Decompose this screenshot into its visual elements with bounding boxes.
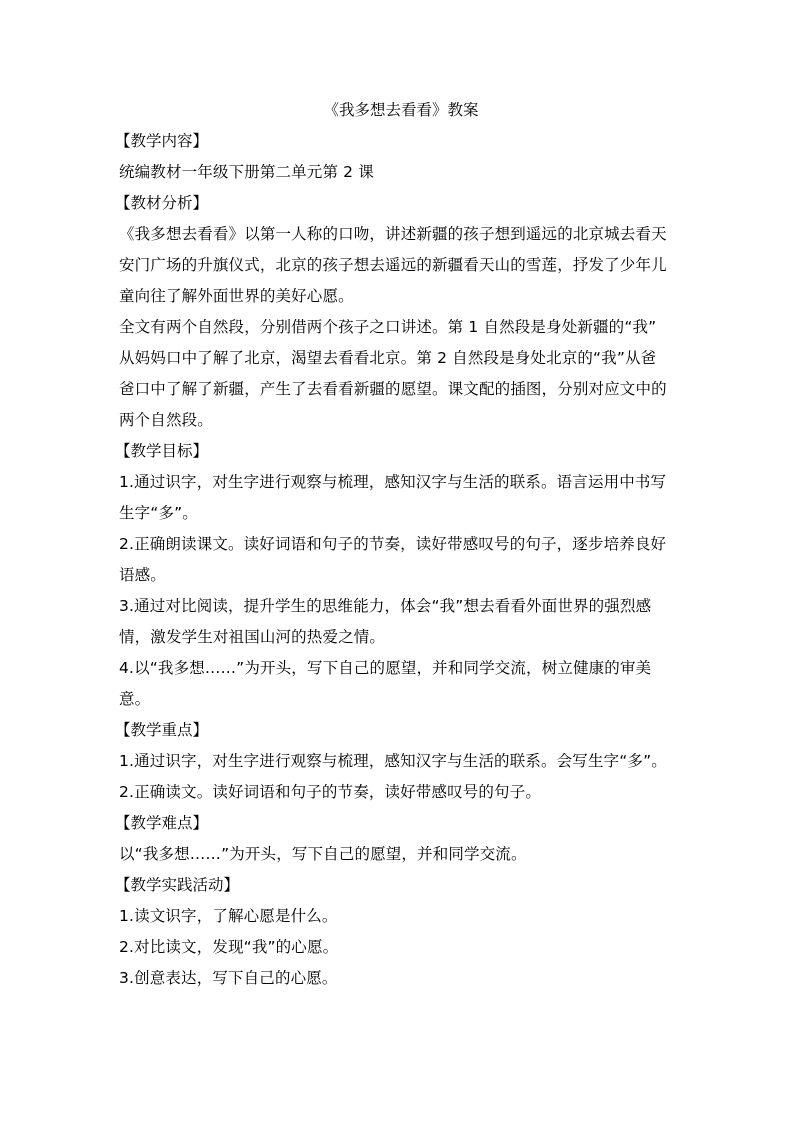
section-heading: 【教学难点】 (115, 814, 209, 832)
text-line: 2.对比读文，发现“我”的心愿。 (119, 938, 339, 956)
text-line: 语感。 (119, 566, 166, 584)
text-line: 3.通过对比阅读，提升学生的思维能力，体会“我”想去看看外面世界的强烈感 (119, 597, 652, 615)
text-line: 2.正确朗读课文。读好词语和句子的节奏，读好带感叹号的句子，逐步培养良好 (119, 535, 667, 553)
section-heading: 【教学目标】 (115, 442, 209, 460)
section-teaching-key-points (115, 715, 679, 808)
text-line: 全文有两个自然段，分别借两个孩子之口讲述。第 1 自然段是身处新疆的“我” (119, 318, 657, 336)
text-line: 4.以“我多想……”为开头，写下自己的愿望，并和同学交流，树立健康的审美 (119, 659, 652, 677)
text-line: 以“我多想……”为开头，写下自己的愿望，并和同学交流。 (119, 845, 527, 863)
section-teaching-difficulties (115, 808, 679, 870)
section-heading: 【教学实践活动】 (115, 876, 240, 894)
section-textbook-analysis (115, 188, 679, 436)
text-line: 情，激发学生对祖国山河的热爱之情。 (119, 628, 386, 646)
text-line: 1.通过识字，对生字进行观察与梳理，感知汉字与生活的联系。会写生字“多”。 (119, 752, 667, 770)
text-line: 1.读文识字，了解心愿是什么。 (119, 907, 338, 925)
section-teaching-content (115, 126, 679, 188)
text-line: 《我多想去看看》以第一人称的口吻，讲述新疆的孩子想到遥远的北京城去看天 (119, 225, 667, 243)
text-line: 从妈妈口中了解了北京，渴望去看看北京。第 2 自然段是身处北京的“我”从爸 (119, 349, 657, 367)
section-teaching-goals (115, 436, 679, 715)
text-line: 3.创意表达，写下自己的心愿。 (119, 969, 338, 987)
section-heading: 【教材分析】 (115, 194, 209, 212)
section-heading: 【教学重点】 (115, 721, 209, 739)
text-line: 意。 (119, 690, 151, 708)
text-line: 安门广场的升旗仪式，北京的孩子想去遥远的新疆看天山的雪莲，抒发了少年儿 (119, 256, 667, 274)
text-line: 生字“多”。 (119, 504, 198, 522)
text-line: 统编教材一年级下册第二单元第 2 课 (119, 163, 374, 181)
text-line: 2.正确读文。读好词语和句子的节奏，读好带感叹号的句子。 (119, 783, 541, 801)
document-title: 《我多想去看看》教案 (323, 101, 479, 119)
section-practice-activities (115, 870, 679, 994)
text-line: 1.通过识字，对生字进行观察与梳理，感知汉字与生活的联系。语言运用中书写 (119, 473, 667, 491)
text-line: 爸口中了解了新疆，产生了去看看新疆的愿望。课文配的插图，分别对应文中的 (119, 380, 667, 398)
text-line: 两个自然段。 (119, 411, 213, 429)
section-heading: 【教学内容】 (115, 132, 209, 150)
text-line: 童向往了解外面世界的美好心愿。 (119, 287, 354, 305)
document-body (115, 95, 679, 994)
